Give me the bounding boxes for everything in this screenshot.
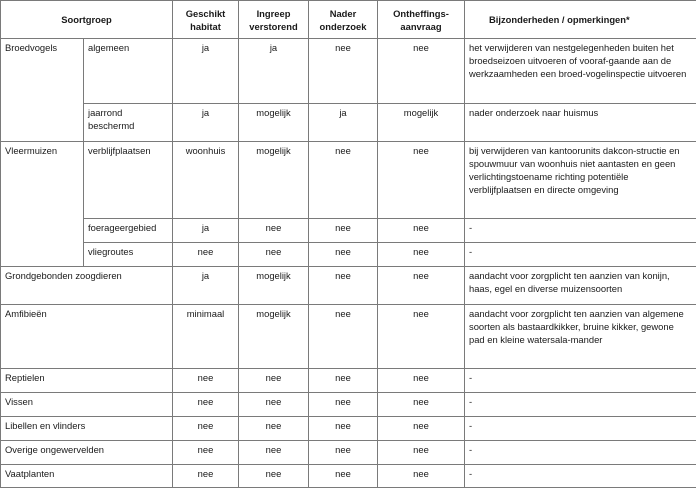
opmerking-cell: -	[465, 393, 696, 417]
table-row	[1, 104, 696, 142]
group-cell: Vissen	[1, 393, 173, 417]
table-row	[1, 305, 696, 369]
ingreep-cell: nee	[239, 243, 309, 267]
table-row	[1, 39, 696, 104]
subgroup-cell: jaarrond beschermd	[84, 104, 173, 142]
ingreep-cell: nee	[239, 393, 309, 417]
subgroup-cell: algemeen	[84, 39, 173, 104]
opmerking-cell: het verwijderen van nestgelegenheden buiten het broedseizoen uitvoeren of vooraf-gaande aan de werkzaamheden een broed-vogelinspectie uitvoeren	[465, 39, 696, 104]
nader-cell: ja	[309, 104, 378, 142]
nader-cell: nee	[309, 142, 378, 219]
opmerking-cell: nader onderzoek naar huismus	[465, 104, 696, 142]
nader-cell: nee	[309, 305, 378, 369]
header-ingreep-verstorend: Ingreep verstorend	[239, 1, 309, 39]
ontheffing-cell: nee	[378, 393, 465, 417]
habitat-cell: nee	[173, 465, 239, 488]
opmerking-cell: -	[465, 219, 696, 243]
header-geschikt-habitat: Geschikt habitat	[173, 1, 239, 39]
group-cell: Broedvogels	[1, 39, 84, 142]
habitat-cell: nee	[173, 369, 239, 393]
opmerking-cell: bij verwijderen van kantoorunits dakcon-structie en spouwmuur van woonhuis niet aantasten en geen verlichtingstoename richting potentiële verblijfplaatsen en directe omgeving	[465, 142, 696, 219]
ingreep-cell: nee	[239, 369, 309, 393]
habitat-cell: nee	[173, 393, 239, 417]
table-row	[1, 142, 696, 219]
nader-cell: nee	[309, 267, 378, 305]
ingreep-cell: ja	[239, 39, 309, 104]
ontheffing-cell: nee	[378, 142, 465, 219]
table-row	[1, 369, 696, 393]
opmerking-cell: -	[465, 441, 696, 465]
ontheffing-cell: nee	[378, 219, 465, 243]
ontheffing-cell: nee	[378, 267, 465, 305]
nader-cell: nee	[309, 369, 378, 393]
ontheffing-cell: nee	[378, 369, 465, 393]
table-row	[1, 417, 696, 441]
group-cell: Reptielen	[1, 369, 173, 393]
table-row	[1, 465, 696, 488]
habitat-cell: minimaal	[173, 305, 239, 369]
habitat-cell: ja	[173, 219, 239, 243]
table-row	[1, 219, 696, 243]
group-cell: Libellen en vlinders	[1, 417, 173, 441]
nader-cell: nee	[309, 417, 378, 441]
ingreep-cell: mogelijk	[239, 142, 309, 219]
ontheffing-cell: nee	[378, 305, 465, 369]
opmerking-cell: -	[465, 465, 696, 488]
table-row	[1, 393, 696, 417]
ingreep-cell: mogelijk	[239, 305, 309, 369]
ontheffing-cell: nee	[378, 441, 465, 465]
subgroup-cell: foerageergebied	[84, 219, 173, 243]
ingreep-cell: mogelijk	[239, 267, 309, 305]
ontheffing-cell: nee	[378, 417, 465, 441]
ingreep-cell: nee	[239, 219, 309, 243]
opmerking-cell: -	[465, 369, 696, 393]
group-cell: Vaatplanten	[1, 465, 173, 488]
ontheffing-cell: mogelijk	[378, 104, 465, 142]
ontheffing-cell: nee	[378, 465, 465, 488]
opmerking-cell: aandacht voor zorgplicht ten aanzien van algemene soorten als bastaardkikker, bruine kikker, gewone pad en kleine watersala-mander	[465, 305, 696, 369]
ingreep-cell: mogelijk	[239, 104, 309, 142]
nader-cell: nee	[309, 441, 378, 465]
table-row	[1, 267, 696, 305]
header-soortgroep: Soortgroep	[1, 1, 173, 39]
habitat-cell: woonhuis	[173, 142, 239, 219]
opmerking-cell: -	[465, 417, 696, 441]
habitat-cell: nee	[173, 441, 239, 465]
habitat-cell: nee	[173, 417, 239, 441]
nader-cell: nee	[309, 393, 378, 417]
ingreep-cell: nee	[239, 417, 309, 441]
group-cell: Amfibieën	[1, 305, 173, 369]
group-cell: Vleermuizen	[1, 142, 84, 267]
header-row	[1, 1, 696, 39]
ontheffing-cell: nee	[378, 243, 465, 267]
nader-cell: nee	[309, 465, 378, 488]
header-ontheffingsaanvraag: Ontheffings- aanvraag	[378, 1, 465, 39]
habitat-cell: ja	[173, 267, 239, 305]
habitat-cell: nee	[173, 243, 239, 267]
ingreep-cell: nee	[239, 441, 309, 465]
header-bijzonderheden: Bijzonderheden / opmerkingen*	[465, 1, 696, 39]
opmerking-cell: aandacht voor zorgplicht ten aanzien van konijn, haas, egel en diverse muizensoorten	[465, 267, 696, 305]
nader-cell: nee	[309, 243, 378, 267]
nader-cell: nee	[309, 39, 378, 104]
nader-cell: nee	[309, 219, 378, 243]
subgroup-cell: verblijfplaatsen	[84, 142, 173, 219]
header-nader-onderzoek: Nader onderzoek	[309, 1, 378, 39]
subgroup-cell: vliegroutes	[84, 243, 173, 267]
habitat-cell: ja	[173, 39, 239, 104]
table-row	[1, 441, 696, 465]
opmerking-cell: -	[465, 243, 696, 267]
ontheffing-cell: nee	[378, 39, 465, 104]
group-cell: Grondgebonden zoogdieren	[1, 267, 173, 305]
table-row	[1, 243, 696, 267]
ingreep-cell: nee	[239, 465, 309, 488]
habitat-cell: ja	[173, 104, 239, 142]
group-cell: Overige ongewervelden	[1, 441, 173, 465]
